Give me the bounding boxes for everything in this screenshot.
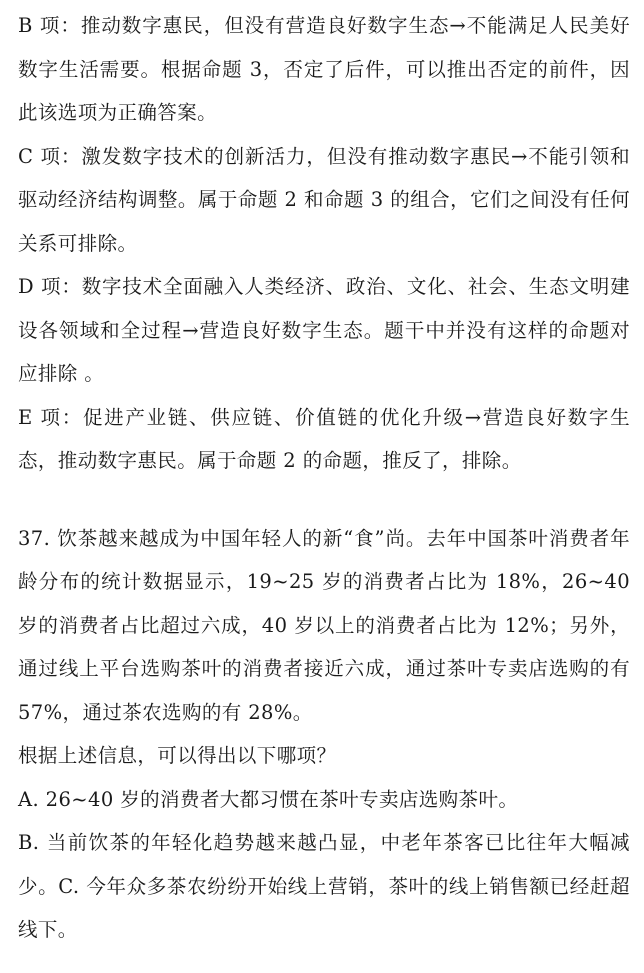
section-gap — [18, 483, 630, 517]
analysis-option-c: C 项：激发数字技术的创新活力，但没有推动数字惠民→不能引领和驱动经济结构调整。属于命题 2 和命题 3 的组合，它们之间没有任何关系可排除。 — [18, 144, 630, 255]
analysis-option-d: D 项：数字技术全面融入人类经济、政治、文化、社会、生态文明建设各领域和全过程→营造良好数字生态。题干中并没有这样的命题对应排除 。 — [18, 275, 630, 385]
question-option-a: A. 26~40 岁的消费者大都习惯在茶叶专卖店选购茶叶。 — [18, 787, 519, 811]
analysis-option-b: B 项：推动数字惠民，但没有营造良好数字生态→不能满足人民美好数字生活需要。根据命题 3，否定了后件，可以推出否定的前件，因此该选项为正确答案。 — [18, 14, 630, 124]
question-prompt: 根据上述信息，可以得出以下哪项？ — [18, 744, 337, 767]
question-option-b-c: B. 当前饮茶的年轻化趋势越来越凸显，中老年茶客已比往年大幅减少。C. 今年众多茶农纷纷开始线上营销，茶叶的线上销售额已经赶超线下。 — [18, 831, 630, 941]
question-stem: 37. 饮茶越来越成为中国年轻人的新“食”尚。去年中国茶叶消费者年龄分布的统计数据显示，19~25 岁的消费者占比为 18%，26~40 岁的消费者占比超过六成，40 岁以上的消费者占比为 12%；另外，通过线上平台选购茶叶的消费者接近六成，通过茶叶专卖店选购的有 57%，通过茶农选购的有 28%。 — [18, 526, 630, 724]
analysis-option-e: E 项：促进产业链、供应链、价值链的优化升级→营造良好数字生态，推动数字惠民。属于命题 2 的命题，推反了，排除。 — [18, 405, 630, 472]
